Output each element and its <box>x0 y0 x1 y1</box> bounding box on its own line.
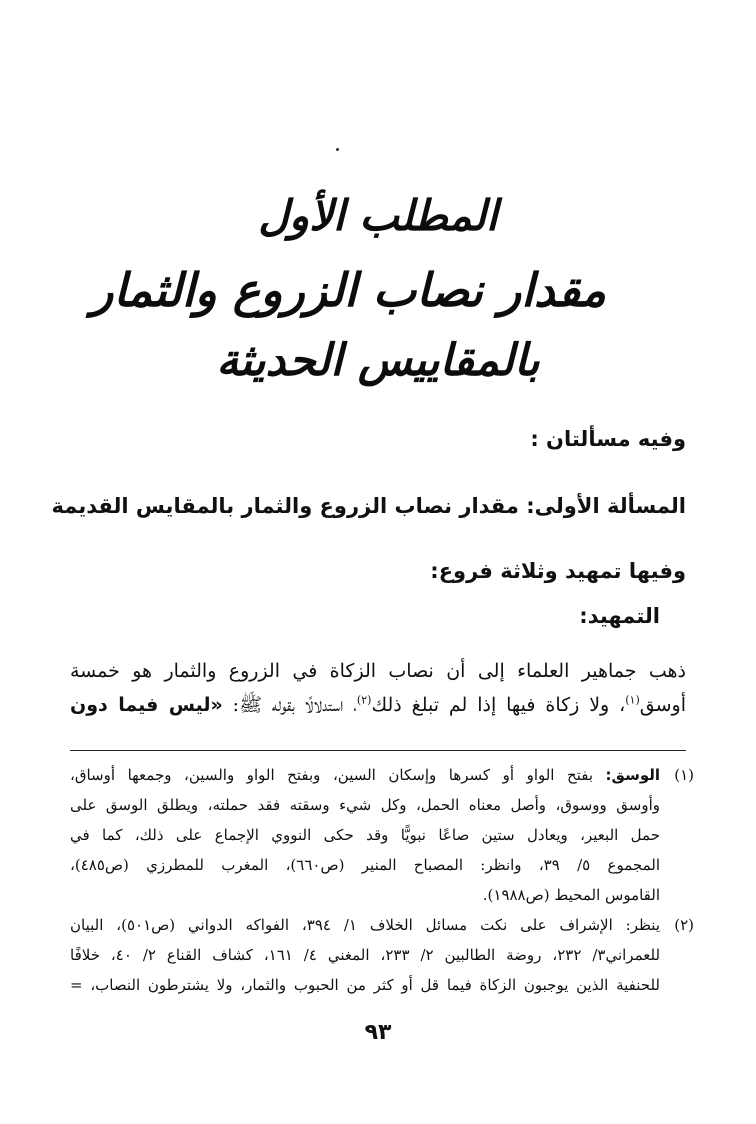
footnotes <box>70 760 694 1000</box>
footnote-number: (١) <box>674 766 694 784</box>
speck-mark <box>336 148 339 151</box>
paragraph-text-2b: ، ولا زكاة فيها إذا لم تبلغ ذلك <box>371 694 626 716</box>
title-line-2: مقدار نصاب الزروع والثمار <box>91 263 606 317</box>
footnote-line: للحنفية الذين يوجبون الزكاة فيما قل أو كثر من الحبوب والثمار، ولا يشترطون النصاب، = <box>70 976 660 994</box>
paragraph-text-2c: ، استدلالًا بقوله ﷺ: <box>222 694 357 716</box>
issue-one-subheading: وفيها تمهيد وثلاثة فروع: <box>430 559 686 583</box>
footnote-term: الوسق: <box>605 766 660 784</box>
hadith-quote-start: «ليس فيما دون <box>70 694 223 716</box>
footnote-ref-1[interactable]: (١) <box>625 693 640 707</box>
footnote-line: ينظر: الإشراف على نكت مسائل الخلاف ١/ ٣٩٤، الفواكه الدواني (ص٥٠١)، البيان <box>70 916 660 934</box>
paragraph-text-2a: أوسق <box>639 694 686 716</box>
footnote-separator <box>70 750 686 751</box>
issue-one-heading: المسألة الأولى: مقدار نصاب الزروع والثمار بالمقايس القديمة <box>51 494 686 518</box>
footnote-line: للعمراني٣/ ٢٣٢، روضة الطالبين ٢/ ٢٣٣، المغني ٤/ ١٦١، كشاف القناع ٢/ ٤٠، خلافًا <box>70 946 661 964</box>
page-number: ٩٣ <box>364 1020 392 1045</box>
footnote-line: وأوسق ووسوق، وأصل معناه الحمل، وكل شيء وسقته فقد حملته، ويطلق الوسق على <box>70 796 660 814</box>
title-line-1: المطلب الأول <box>258 191 498 240</box>
footnote-line: حمل البعير، ويعادل ستين صاعًا نبويًّا وقد حكى النووي الإجماع على ذلك، كما في <box>70 826 660 844</box>
footnote-ref-2[interactable]: (٢) <box>356 693 372 707</box>
paragraph-line-2 <box>70 688 686 722</box>
paragraph-text-1: ذهب جماهير العلماء إلى أن نصاب الزكاة في الزروع والثمار هو خمسة <box>70 660 686 682</box>
footnote-1 <box>70 760 694 910</box>
paragraph-line-1 <box>70 654 686 688</box>
footnote-2 <box>70 910 694 1000</box>
intro-heading: وفيه مسألتان : <box>530 427 686 451</box>
footnote-line: المجموع ٥/ ٣٩، وانظر: المصباح المنير (ص٦٦٠)، المغرب للمطرزي (ص٤٨٥)، <box>70 856 660 874</box>
footnote-line <box>70 760 660 790</box>
preface-label: التمهيد: <box>579 604 660 628</box>
title-line-3: بالمقاييس الحديثة <box>216 335 540 386</box>
section-title <box>91 191 606 411</box>
footnote-line: القاموس المحيط (ص١٩٨٨). <box>482 886 660 904</box>
footnote-number: (٢) <box>674 916 694 934</box>
footnote-text: بفتح الواو أو كسرها وإسكان السين، وبفتح الواو والسين، وجمعها أوساق، <box>70 766 606 784</box>
